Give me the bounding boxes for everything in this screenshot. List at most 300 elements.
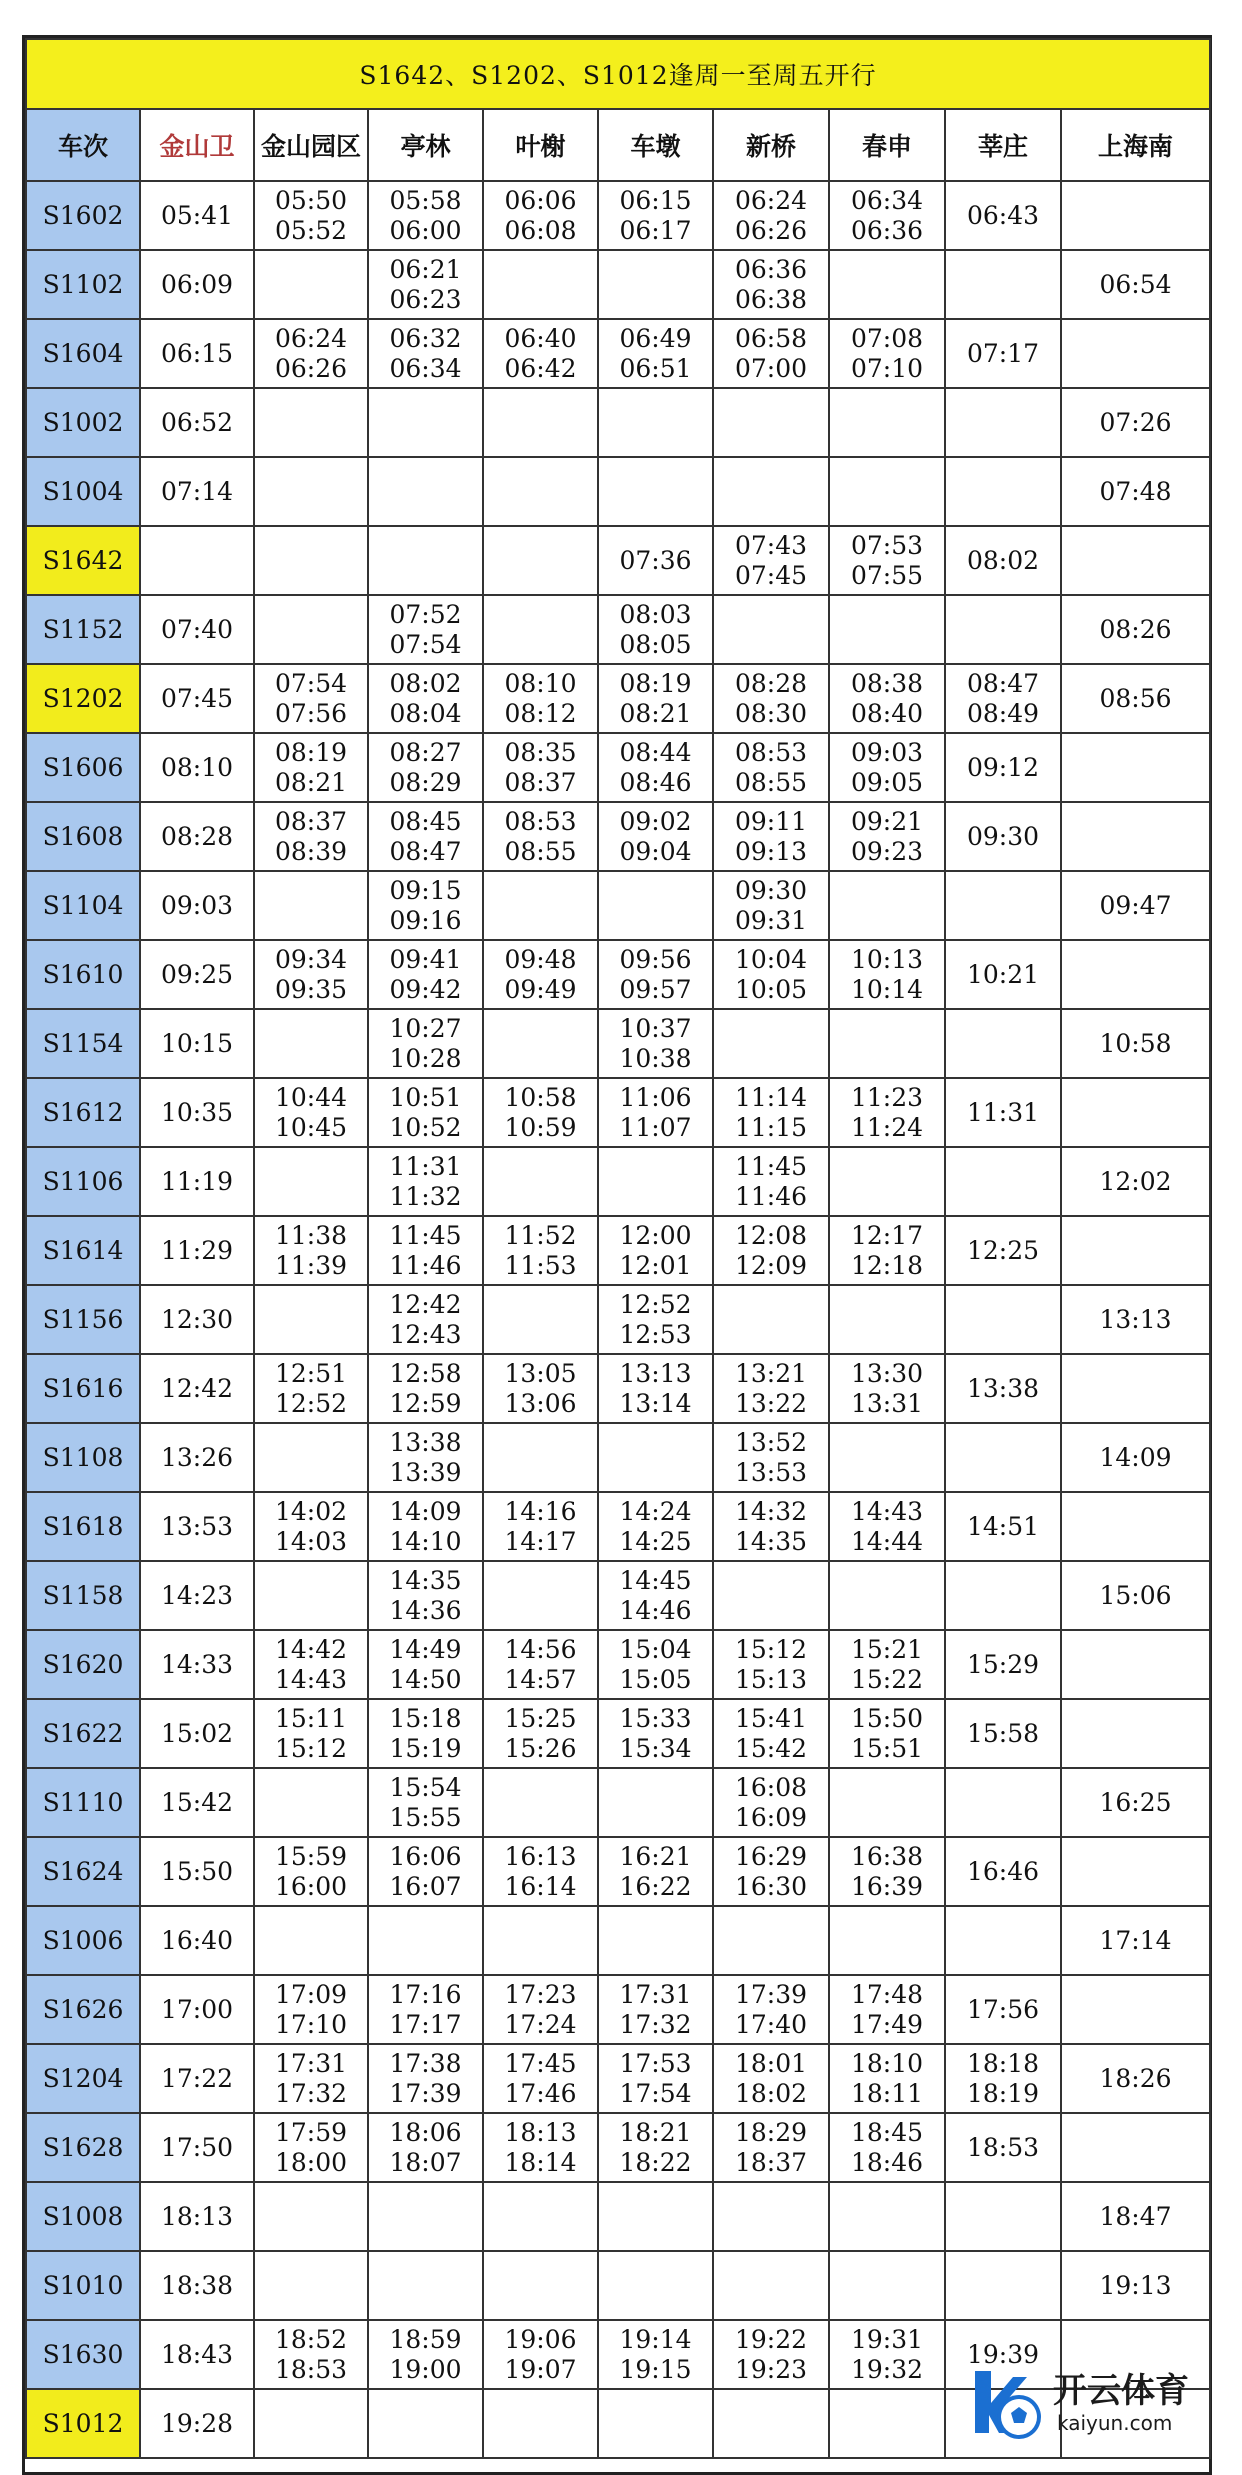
time-cell-chunshen: [829, 1906, 945, 1975]
time: 18:43: [160, 2339, 234, 2369]
train-number-cell: S1620: [26, 1630, 140, 1699]
time: 07:36: [619, 545, 692, 575]
departure-time: 16:09: [734, 1802, 808, 1832]
time-cell-xinqiao: [713, 181, 829, 250]
time-cell-xinqiao: [713, 1837, 829, 1906]
time-cell-xinqiao: [713, 1078, 829, 1147]
time: 07:45: [160, 683, 234, 713]
time-cell-chedun: [598, 1078, 713, 1147]
time-cell-chedun: [598, 1354, 713, 1423]
header-train-number: 车次: [26, 109, 140, 181]
time: 17:14: [1099, 1925, 1172, 1955]
time-cell-yexie: [483, 1009, 598, 1078]
time-cell-yexie: [483, 250, 598, 319]
time-cell-tinglin: [368, 1906, 483, 1975]
time-cell-xinzhuang: [945, 319, 1061, 388]
time-cell-xinqiao: [713, 1699, 829, 1768]
train-number-cell: S1002: [26, 388, 140, 457]
departure-time: 09:13: [734, 836, 808, 866]
time-cell-xinzhuang: [945, 2251, 1061, 2320]
arrival-time: 18:01: [734, 2048, 808, 2078]
arrival-time: 15:59: [274, 1841, 348, 1871]
time-cell-jinshanwei: [140, 871, 254, 940]
arrival-time: 07:43: [734, 530, 808, 560]
time-cell-shanghai-south: [1061, 1561, 1210, 1630]
time-cell-tinglin: [368, 2113, 483, 2182]
time-cell-xinqiao: [713, 2251, 829, 2320]
time-cell-xinqiao: [713, 2389, 829, 2458]
time-cell-chedun: [598, 1009, 713, 1078]
time-cell-shanghai-south: [1061, 1906, 1210, 1975]
time: 08:56: [1099, 683, 1172, 713]
arrival-time: 17:38: [389, 2048, 462, 2078]
departure-time: 14:25: [619, 1526, 692, 1556]
arrival-time: 09:41: [389, 944, 462, 974]
time-cell-yexie: [483, 664, 598, 733]
time-cell-jinshanwei: [140, 802, 254, 871]
time-cell-xinqiao: [713, 1906, 829, 1975]
departure-time: 17:17: [389, 2009, 462, 2039]
header-station-tinglin: 亭林: [368, 109, 483, 181]
table-row: [26, 1630, 1210, 1699]
train-number-cell: S1608: [26, 802, 140, 871]
time-cell-chunshen: [829, 1975, 945, 2044]
time-cell-chedun: [598, 595, 713, 664]
time-cell-chunshen: [829, 2389, 945, 2458]
time-cell-xinqiao: [713, 1492, 829, 1561]
time-cell-jinshanwei: [140, 181, 254, 250]
arrival-time: 06:24: [734, 185, 808, 215]
time-cell-xinqiao: [713, 2182, 829, 2251]
arrival-time: 17:09: [274, 1979, 348, 2009]
time-cell-xinzhuang: [945, 1078, 1061, 1147]
arrival-time: 06:15: [619, 185, 692, 215]
train-number-cell: S1106: [26, 1147, 140, 1216]
train-number-cell: S1004: [26, 457, 140, 526]
time-cell-shanghai-south: [1061, 457, 1210, 526]
time: 17:50: [160, 2132, 234, 2162]
time-cell-jinshan-park: [254, 1147, 368, 1216]
train-number-cell: S1102: [26, 250, 140, 319]
time-cell-tinglin: [368, 871, 483, 940]
time-cell-jinshanwei: [140, 1561, 254, 1630]
time-cell-tinglin: [368, 1561, 483, 1630]
arrival-time: 19:06: [504, 2324, 577, 2354]
time-cell-chunshen: [829, 526, 945, 595]
arrival-time: 19:22: [734, 2324, 808, 2354]
arrival-time: 18:21: [619, 2117, 692, 2147]
departure-time: 15:34: [619, 1733, 692, 1763]
time: 14:23: [160, 1580, 234, 1610]
time-cell-yexie: [483, 1837, 598, 1906]
train-number-cell: S1614: [26, 1216, 140, 1285]
time-cell-yexie: [483, 1354, 598, 1423]
arrival-time: 14:43: [850, 1496, 924, 1526]
table-row: [26, 457, 1210, 526]
time-cell-tinglin: [368, 2251, 483, 2320]
time: 14:33: [160, 1649, 234, 1679]
time: 19:39: [966, 2339, 1040, 2369]
arrival-time: 19:14: [619, 2324, 692, 2354]
time-cell-xinzhuang: [945, 940, 1061, 1009]
departure-time: 15:42: [734, 1733, 808, 1763]
time-cell-xinzhuang: [945, 1837, 1061, 1906]
time-cell-chedun: [598, 1492, 713, 1561]
time-cell-shanghai-south: [1061, 2182, 1210, 2251]
title-row: [26, 39, 1210, 109]
time-cell-jinshanwei: [140, 940, 254, 1009]
train-number-cell: S1602: [26, 181, 140, 250]
departure-time: 15:05: [619, 1664, 692, 1694]
time-cell-xinqiao: [713, 1147, 829, 1216]
time-cell-chunshen: [829, 2044, 945, 2113]
departure-time: 16:14: [504, 1871, 577, 1901]
departure-time: 06:17: [619, 215, 692, 245]
time-cell-tinglin: [368, 664, 483, 733]
arrival-time: 09:56: [619, 944, 692, 974]
time-cell-xinzhuang: [945, 1147, 1061, 1216]
departure-time: 09:04: [619, 836, 692, 866]
table-row: [26, 1147, 1210, 1216]
time-cell-jinshan-park: [254, 1837, 368, 1906]
time-cell-chunshen: [829, 1285, 945, 1354]
time-cell-yexie: [483, 1423, 598, 1492]
time: 08:02: [966, 545, 1040, 575]
time-cell-jinshanwei: [140, 2044, 254, 2113]
table-row: [26, 1354, 1210, 1423]
time: 19:13: [1099, 2270, 1172, 2300]
departure-time: 06:23: [389, 284, 462, 314]
time-cell-xinqiao: [713, 1561, 829, 1630]
time-cell-jinshanwei: [140, 457, 254, 526]
arrival-time: 14:02: [274, 1496, 348, 1526]
arrival-time: 14:42: [274, 1634, 348, 1664]
departure-time: 06:42: [504, 353, 577, 383]
time-cell-xinzhuang: [945, 1906, 1061, 1975]
arrival-time: 15:04: [619, 1634, 692, 1664]
time-cell-yexie: [483, 1147, 598, 1216]
time: 15:50: [160, 1856, 234, 1886]
departure-time: 14:10: [389, 1526, 462, 1556]
time-cell-jinshan-park: [254, 1423, 368, 1492]
header-station-jinshan-park: 金山园区: [254, 109, 368, 181]
arrival-time: 06:49: [619, 323, 692, 353]
arrival-time: 10:51: [389, 1082, 462, 1112]
train-number-cell: S1642: [26, 526, 140, 595]
arrival-time: 06:40: [504, 323, 577, 353]
arrival-time: 11:38: [274, 1220, 348, 1250]
departure-time: 14:43: [274, 1664, 348, 1694]
time-cell-jinshan-park: [254, 664, 368, 733]
time-cell-xinqiao: [713, 802, 829, 871]
time: 11:31: [966, 1097, 1040, 1127]
time-cell-shanghai-south: [1061, 1285, 1210, 1354]
time: 16:40: [160, 1925, 234, 1955]
time-cell-shanghai-south: [1061, 733, 1210, 802]
time-cell-chunshen: [829, 457, 945, 526]
time-cell-jinshan-park: [254, 1699, 368, 1768]
arrival-time: 08:37: [274, 806, 348, 836]
arrival-time: 08:45: [389, 806, 462, 836]
departure-time: 07:56: [274, 698, 348, 728]
departure-time: 13:31: [850, 1388, 924, 1418]
time-cell-yexie: [483, 1285, 598, 1354]
departure-time: 09:57: [619, 974, 692, 1004]
departure-time: 06:26: [734, 215, 808, 245]
time-cell-chunshen: [829, 1492, 945, 1561]
time-cell-chedun: [598, 181, 713, 250]
arrival-time: 14:49: [389, 1634, 462, 1664]
time-cell-tinglin: [368, 1009, 483, 1078]
arrival-time: 09:11: [734, 806, 808, 836]
time-cell-chedun: [598, 388, 713, 457]
time-cell-tinglin: [368, 1492, 483, 1561]
departure-time: 11:39: [274, 1250, 348, 1280]
departure-time: 16:39: [850, 1871, 924, 1901]
departure-time: 08:04: [389, 698, 462, 728]
arrival-time: 14:32: [734, 1496, 808, 1526]
time-cell-yexie: [483, 1630, 598, 1699]
time-cell-xinzhuang: [945, 1216, 1061, 1285]
arrival-time: 13:52: [734, 1427, 808, 1457]
arrival-time: 05:50: [274, 185, 348, 215]
arrival-time: 11:23: [850, 1082, 924, 1112]
time: 15:06: [1099, 1580, 1172, 1610]
time-cell-xinzhuang: [945, 871, 1061, 940]
train-number-cell: S1156: [26, 1285, 140, 1354]
table-row: [26, 1975, 1210, 2044]
time-cell-shanghai-south: [1061, 1768, 1210, 1837]
arrival-time: 09:48: [504, 944, 577, 974]
time-cell-xinqiao: [713, 2320, 829, 2389]
arrival-time: 08:44: [619, 737, 692, 767]
time-cell-yexie: [483, 1975, 598, 2044]
time: 07:48: [1099, 476, 1172, 506]
time-cell-chedun: [598, 2389, 713, 2458]
train-number-cell: S1624: [26, 1837, 140, 1906]
arrival-time: 08:27: [389, 737, 462, 767]
arrival-time: 06:36: [734, 254, 808, 284]
time-cell-tinglin: [368, 595, 483, 664]
time: 09:47: [1099, 890, 1172, 920]
departure-time: 09:31: [734, 905, 808, 935]
departure-time: 14:57: [504, 1664, 577, 1694]
time: 17:22: [160, 2063, 234, 2093]
time-cell-xinzhuang: [945, 1768, 1061, 1837]
time-cell-yexie: [483, 1699, 598, 1768]
departure-time: 16:00: [274, 1871, 348, 1901]
header-station-yexie: 叶榭: [483, 109, 598, 181]
time-cell-jinshanwei: [140, 2320, 254, 2389]
arrival-time: 15:21: [850, 1634, 924, 1664]
time: 09:25: [160, 959, 234, 989]
departure-time: 16:30: [734, 1871, 808, 1901]
train-number-cell: S1610: [26, 940, 140, 1009]
table-row: [26, 250, 1210, 319]
time-cell-yexie: [483, 871, 598, 940]
time: 10:35: [160, 1097, 234, 1127]
time-cell-tinglin: [368, 1216, 483, 1285]
departure-time: 12:52: [274, 1388, 348, 1418]
arrival-time: 17:31: [619, 1979, 692, 2009]
time: 16:25: [1099, 1787, 1172, 1817]
arrival-time: 18:52: [274, 2324, 348, 2354]
time-cell-jinshan-park: [254, 388, 368, 457]
time-cell-jinshan-park: [254, 1630, 368, 1699]
time-cell-jinshan-park: [254, 319, 368, 388]
arrival-time: 15:11: [274, 1703, 348, 1733]
time-cell-jinshan-park: [254, 2113, 368, 2182]
arrival-time: 14:45: [619, 1565, 692, 1595]
arrival-time: 18:29: [734, 2117, 808, 2147]
departure-time: 06:26: [274, 353, 348, 383]
time-cell-jinshanwei: [140, 388, 254, 457]
departure-time: 14:17: [504, 1526, 577, 1556]
time-cell-chunshen: [829, 2113, 945, 2182]
departure-time: 13:53: [734, 1457, 808, 1487]
time-cell-tinglin: [368, 1975, 483, 2044]
arrival-time: 17:59: [274, 2117, 348, 2147]
watermark-title: 开云体育: [1053, 2371, 1189, 2411]
arrival-time: 10:27: [389, 1013, 462, 1043]
time-cell-xinqiao: [713, 871, 829, 940]
departure-time: 17:54: [619, 2078, 692, 2108]
departure-time: 18:07: [389, 2147, 462, 2177]
arrival-time: 14:56: [504, 1634, 577, 1664]
table-row: [26, 595, 1210, 664]
time-cell-chunshen: [829, 1768, 945, 1837]
time-cell-yexie: [483, 940, 598, 1009]
time: 07:26: [1099, 407, 1172, 437]
time-cell-chedun: [598, 1837, 713, 1906]
departure-time: 07:00: [734, 353, 808, 383]
arrival-time: 08:10: [504, 668, 577, 698]
time-cell-xinqiao: [713, 940, 829, 1009]
arrival-time: 15:18: [389, 1703, 462, 1733]
time-cell-jinshanwei: [140, 1630, 254, 1699]
time-cell-tinglin: [368, 2389, 483, 2458]
arrival-time: 09:34: [274, 944, 348, 974]
time-cell-jinshanwei: [140, 1837, 254, 1906]
arrival-time: 17:23: [504, 1979, 577, 2009]
time: 17:00: [160, 1994, 234, 2024]
time: 13:53: [160, 1511, 234, 1541]
time-cell-yexie: [483, 2251, 598, 2320]
arrival-time: 16:38: [850, 1841, 924, 1871]
arrival-time: 14:16: [504, 1496, 577, 1526]
departure-time: 11:32: [389, 1181, 462, 1211]
time-cell-xinqiao: [713, 457, 829, 526]
train-number-cell: S1616: [26, 1354, 140, 1423]
arrival-time: 16:06: [389, 1841, 462, 1871]
time-cell-jinshan-park: [254, 940, 368, 1009]
time-cell-jinshanwei: [140, 1975, 254, 2044]
arrival-time: 15:41: [734, 1703, 808, 1733]
train-number-cell: S1008: [26, 2182, 140, 2251]
table-row: [26, 1009, 1210, 1078]
time-cell-jinshan-park: [254, 2389, 368, 2458]
departure-time: 16:22: [619, 1871, 692, 1901]
arrival-time: 18:59: [389, 2324, 462, 2354]
departure-time: 10:45: [274, 1112, 348, 1142]
time-cell-tinglin: [368, 2320, 483, 2389]
departure-time: 18:11: [850, 2078, 924, 2108]
departure-time: 19:32: [850, 2354, 924, 2384]
departure-time: 08:49: [966, 698, 1040, 728]
departure-time: 09:23: [850, 836, 924, 866]
time-cell-jinshanwei: [140, 2251, 254, 2320]
time-cell-shanghai-south: [1061, 1078, 1210, 1147]
time-cell-chedun: [598, 1699, 713, 1768]
departure-time: 12:43: [389, 1319, 462, 1349]
time-cell-chunshen: [829, 940, 945, 1009]
time-cell-yexie: [483, 1216, 598, 1285]
departure-time: 08:21: [619, 698, 692, 728]
arrival-time: 13:38: [389, 1427, 462, 1457]
header-station-chunshen: 春申: [829, 109, 945, 181]
time-cell-yexie: [483, 733, 598, 802]
table-row: [26, 1492, 1210, 1561]
train-number-cell: S1202: [26, 664, 140, 733]
time-cell-jinshan-park: [254, 2044, 368, 2113]
departure-time: 08:46: [619, 767, 692, 797]
time-cell-jinshanwei: [140, 1768, 254, 1837]
train-number-cell: S1606: [26, 733, 140, 802]
table-row: [26, 2182, 1210, 2251]
time-cell-jinshan-park: [254, 181, 368, 250]
time-cell-tinglin: [368, 2044, 483, 2113]
time-cell-tinglin: [368, 1699, 483, 1768]
departure-time: 18:46: [850, 2147, 924, 2177]
time: 18:53: [966, 2132, 1040, 2162]
arrival-time: 13:30: [850, 1358, 924, 1388]
time: 15:02: [160, 1718, 234, 1748]
departure-time: 07:10: [850, 353, 924, 383]
time-cell-shanghai-south: [1061, 1837, 1210, 1906]
time-cell-tinglin: [368, 802, 483, 871]
arrival-time: 09:03: [850, 737, 924, 767]
time-cell-chedun: [598, 2251, 713, 2320]
header-station-shanghai-south: 上海南: [1061, 109, 1210, 181]
time-cell-tinglin: [368, 1768, 483, 1837]
time-cell-chedun: [598, 526, 713, 595]
header-station-chedun: 车墩: [598, 109, 713, 181]
time-cell-xinzhuang: [945, 802, 1061, 871]
time-cell-jinshan-park: [254, 2320, 368, 2389]
arrival-time: 18:06: [389, 2117, 462, 2147]
time-cell-xinqiao: [713, 1630, 829, 1699]
departure-time: 17:10: [274, 2009, 348, 2039]
time: 09:03: [160, 890, 234, 920]
time-cell-jinshanwei: [140, 319, 254, 388]
departure-time: 10:59: [504, 1112, 577, 1142]
time-cell-jinshan-park: [254, 1216, 368, 1285]
time-cell-jinshanwei: [140, 1906, 254, 1975]
arrival-time: 08:53: [504, 806, 577, 836]
table-row: [26, 1216, 1210, 1285]
time-cell-jinshan-park: [254, 733, 368, 802]
time: 19:28: [160, 2408, 234, 2438]
arrival-time: 06:34: [850, 185, 924, 215]
train-number-cell: S1104: [26, 871, 140, 940]
departure-time: 07:55: [850, 560, 924, 590]
time-cell-chedun: [598, 319, 713, 388]
time-cell-xinqiao: [713, 2044, 829, 2113]
table-row: [26, 871, 1210, 940]
time-cell-xinzhuang: [945, 250, 1061, 319]
arrival-time: 08:03: [619, 599, 692, 629]
table-row: [26, 388, 1210, 457]
